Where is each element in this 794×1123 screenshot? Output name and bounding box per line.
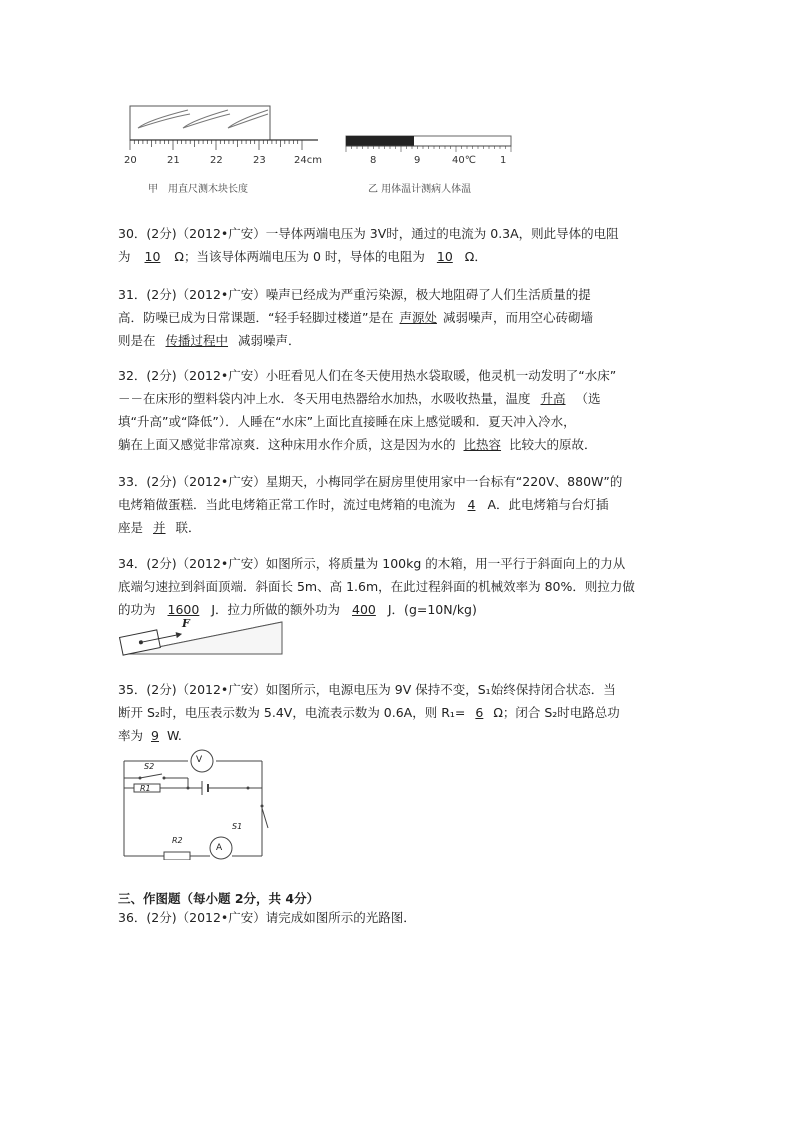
question-text: 35．(2分)（2012•广安）如图所示，电源电压为 9V 保持不变，S₁始终保持闭合状态．当 <box>118 682 616 697</box>
ruler-tick-label: 23 <box>253 155 266 166</box>
incline-figure <box>118 618 288 658</box>
answer-blank: 比热容 <box>463 437 502 452</box>
question-text: 比较大的原故． <box>509 437 597 452</box>
question-text: 33．(2分)（2012•广安）星期天，小梅同学在厨房里使用家中一台标有“220V、880W”的 <box>118 474 623 489</box>
answer-blank: 9 <box>151 728 159 743</box>
thermometer-caption: 乙 用体温计测病人体温 <box>368 184 472 195</box>
answer-blank: 传播过程中 <box>165 333 229 348</box>
thermometer-tick-label: 8 <box>370 155 377 166</box>
question-text: 的功为 <box>118 602 156 617</box>
question-text: 34．(2分)（2012•广安）如图所示，将质量为 100kg 的木箱，用一平行于斜面向上的力从 <box>118 556 626 571</box>
question-text: 座是 <box>118 520 144 535</box>
question-text: W. <box>166 728 182 743</box>
question-text: 率为 <box>118 728 144 743</box>
switch-s1-label: S1 <box>232 822 243 831</box>
question-text: J．拉力所做的额外功为 <box>211 602 341 617</box>
force-label: F <box>182 617 190 630</box>
question-31 <box>118 283 678 352</box>
thermometer-tick-label: 9 <box>414 155 421 166</box>
question-text: 减弱噪声． <box>238 333 301 348</box>
thermometer-tick-label: 40℃ <box>452 155 476 166</box>
question-text: A．此电烤箱与台灯插 <box>487 497 609 512</box>
question-text: Ω；闭合 S₂时电路总功 <box>493 705 620 720</box>
question-text: （选 <box>575 391 601 406</box>
question-text: 底端匀速拉到斜面顶端．斜面长 5m、高 1.6m，在此过程斜面的机械效率为 80%．则拉力做 <box>118 579 635 594</box>
question-text: 36．(2分)（2012•广安）请完成如图所示的光路图． <box>118 910 416 925</box>
question-35 <box>118 678 678 747</box>
question-text: 31．(2分)（2012•广安）噪声已经成为严重污染源，极大地阻碍了人们生活质量的提 <box>118 287 591 302</box>
question-30 <box>118 222 678 268</box>
question-text: Ω；当该导体两端电压为 0 时，导体的电阻为 <box>174 249 425 264</box>
ruler-figure <box>118 100 333 160</box>
answer-blank: 10 <box>144 249 161 264</box>
wood-grain <box>138 110 190 128</box>
thermometer-ticks <box>346 146 511 152</box>
ruler-tick-label: 20 <box>124 155 137 166</box>
answer-blank: 声源处 <box>399 310 437 325</box>
question-text: 躺在上面又感觉非常凉爽．这种床用水作介质，这是因为水的 <box>118 437 456 452</box>
ruler-ticks <box>130 140 302 150</box>
thermometer-figure <box>340 130 520 160</box>
question-text: 32．(2分)（2012•广安）小旺看见人们在冬天使用热水袋取暖，他灵机一动发明了“水床” <box>118 368 617 383</box>
resistor-r2 <box>164 852 190 860</box>
question-34 <box>118 552 678 621</box>
question-text: J．(g=10N/kg) <box>387 602 477 617</box>
resistor-r2-label: R2 <box>172 836 183 845</box>
question-text: 为 <box>118 249 131 264</box>
ammeter-label: A <box>216 843 223 853</box>
question-text: 减弱噪声，而用空心砖砌墙 <box>442 310 593 325</box>
answer-blank: 6 <box>475 705 484 720</box>
switch-s1 <box>262 808 268 828</box>
question-text: 电烤箱做蛋糕．当此电烤箱正常工作时，流过电烤箱的电流为 <box>118 497 456 512</box>
question-32 <box>118 364 678 456</box>
answer-blank: 10 <box>436 249 453 264</box>
switch-s2 <box>140 774 162 778</box>
answer-blank: 并 <box>153 520 166 535</box>
force-arrowhead <box>176 631 183 638</box>
question-36 <box>118 906 678 929</box>
question-text: 高．防噪已成为日常课题．“轻手轻脚过楼道”是在 <box>118 310 394 325</box>
answer-blank: 1600 <box>167 602 200 617</box>
resistor-r1-label: R1 <box>140 784 151 793</box>
wood-grain <box>183 110 230 128</box>
wood-grain <box>228 110 268 128</box>
ruler-caption: 甲 用直尺测木块长度 <box>148 184 248 195</box>
thermometer-tick-label: 1 <box>500 155 507 166</box>
answer-blank: 400 <box>352 602 376 617</box>
answer-blank: 升高 <box>540 391 566 406</box>
switch-s2-label: S2 <box>144 762 155 771</box>
voltmeter-label: V <box>196 755 203 765</box>
answer-blank: 4 <box>467 497 476 512</box>
question-text: 填“升高”或“降低”）．人睡在“水床”上面比直接睡在床上感觉暖和．夏天冲入冷水， <box>118 414 576 429</box>
ruler-tick-label: 22 <box>210 155 223 166</box>
question-text: Ω． <box>464 249 487 264</box>
section-heading: 三、作图题（每小题 2分，共 4分） <box>118 891 320 906</box>
mercury-column <box>346 136 414 146</box>
ruler-tick-label: 24cm <box>294 155 322 166</box>
question-text: 联． <box>175 520 201 535</box>
question-text: 断开 S₂时，电压表示数为 5.4V，电流表示数为 0.6A，则 R₁= <box>118 705 466 720</box>
question-33 <box>118 470 678 539</box>
question-text: 30．(2分)（2012•广安）一导体两端电压为 3V时，通过的电流为 0.3A，则此导体的电阻 <box>118 226 619 241</box>
question-text: 则是在 <box>118 333 156 348</box>
question-text: －－在床形的塑料袋内冲上水．冬天用电热器给水加热，水吸收热量，温度 <box>118 391 531 406</box>
ruler-tick-label: 21 <box>167 155 180 166</box>
